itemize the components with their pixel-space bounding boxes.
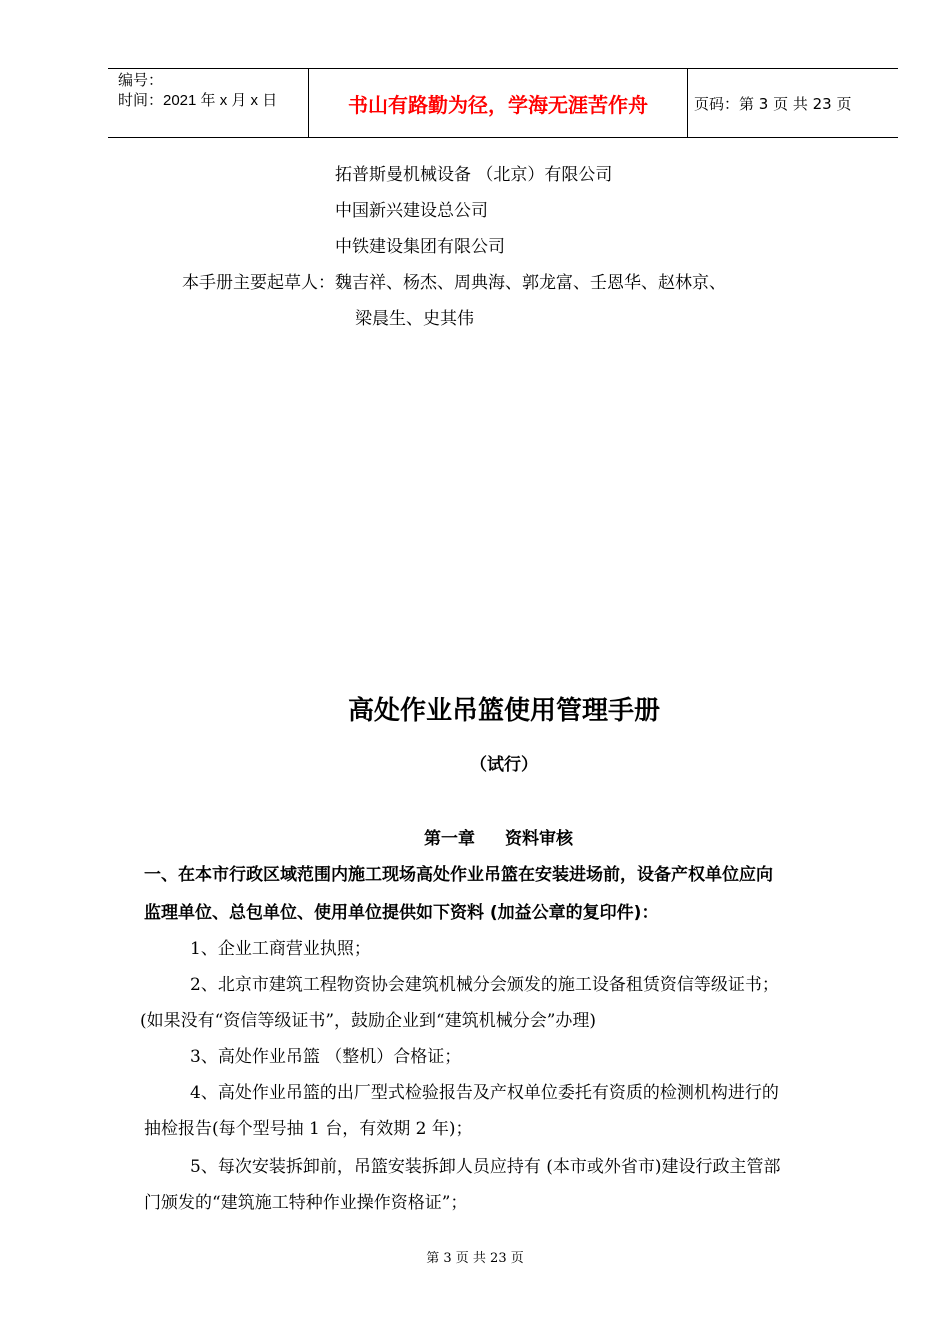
- drafters-line-1: 本手册主要起草人：魏吉祥、杨杰、周典海、郭龙富、壬恩华、赵林京、: [182, 273, 726, 293]
- item-4-line-1: 4、高处作业吊篮的出厂型式检验报告及产权单位委托有资质的检测机构进行的: [190, 1083, 779, 1103]
- manual-subtitle: （试行）: [470, 755, 538, 775]
- chapter-name: 资料审核: [505, 829, 573, 849]
- document-number-label: 编号：: [118, 72, 164, 89]
- document-time-label: 时间：2021 年 x 月 x 日: [118, 92, 278, 109]
- item-1: 1、企业工商营业执照；: [190, 939, 371, 959]
- document-header: [108, 68, 898, 138]
- company-line-1: 拓普斯曼机械设备 （北京）有限公司: [335, 165, 613, 185]
- item-2-line-2: (如果没有“资信等级证书”，鼓励企业到“建筑机械分会”办理): [140, 1011, 597, 1031]
- header-meta: [108, 69, 309, 137]
- section-1-line-2: 监理单位、总包单位、使用单位提供如下资料 (加益公章的复印件)：: [144, 903, 659, 923]
- item-5-line-1: 5、每次安装拆卸前，吊篮安装拆卸人员应持有 (本市或外省市)建设行政主管部: [190, 1157, 781, 1177]
- chapter-heading: [424, 824, 573, 849]
- header-page-info: 页码：第 3 页 共 23 页: [694, 94, 852, 113]
- manual-title: 高处作业吊篮使用管理手册: [347, 696, 660, 726]
- item-2-line-1: 2、北京市建筑工程物资协会建筑机械分会颁发的施工设备租赁资信等级证书；: [190, 975, 779, 995]
- company-line-3: 中铁建设集团有限公司: [335, 237, 505, 257]
- page-footer: 第 3 页 共 23 页: [426, 1251, 524, 1266]
- section-1-line-1: 一、在本市行政区域范围内施工现场高处作业吊篮在安装进场前，设备产权单位应向: [144, 865, 773, 885]
- drafters-line-2: 梁晨生、史其伟: [355, 309, 474, 329]
- header-slogan: 书山有路勤为径，学海无涯苦作舟: [309, 69, 688, 137]
- item-4-line-2: 抽检报告(每个型号抽 1 台，有效期 2 年)；: [144, 1119, 473, 1139]
- item-5-line-2: 门颁发的“建筑施工特种作业操作资格证”；: [144, 1193, 468, 1213]
- item-3: 3、高处作业吊篮 （整机）合格证；: [190, 1047, 462, 1067]
- company-line-2: 中国新兴建设总公司: [335, 201, 488, 221]
- chapter-number: 第一章: [424, 829, 475, 849]
